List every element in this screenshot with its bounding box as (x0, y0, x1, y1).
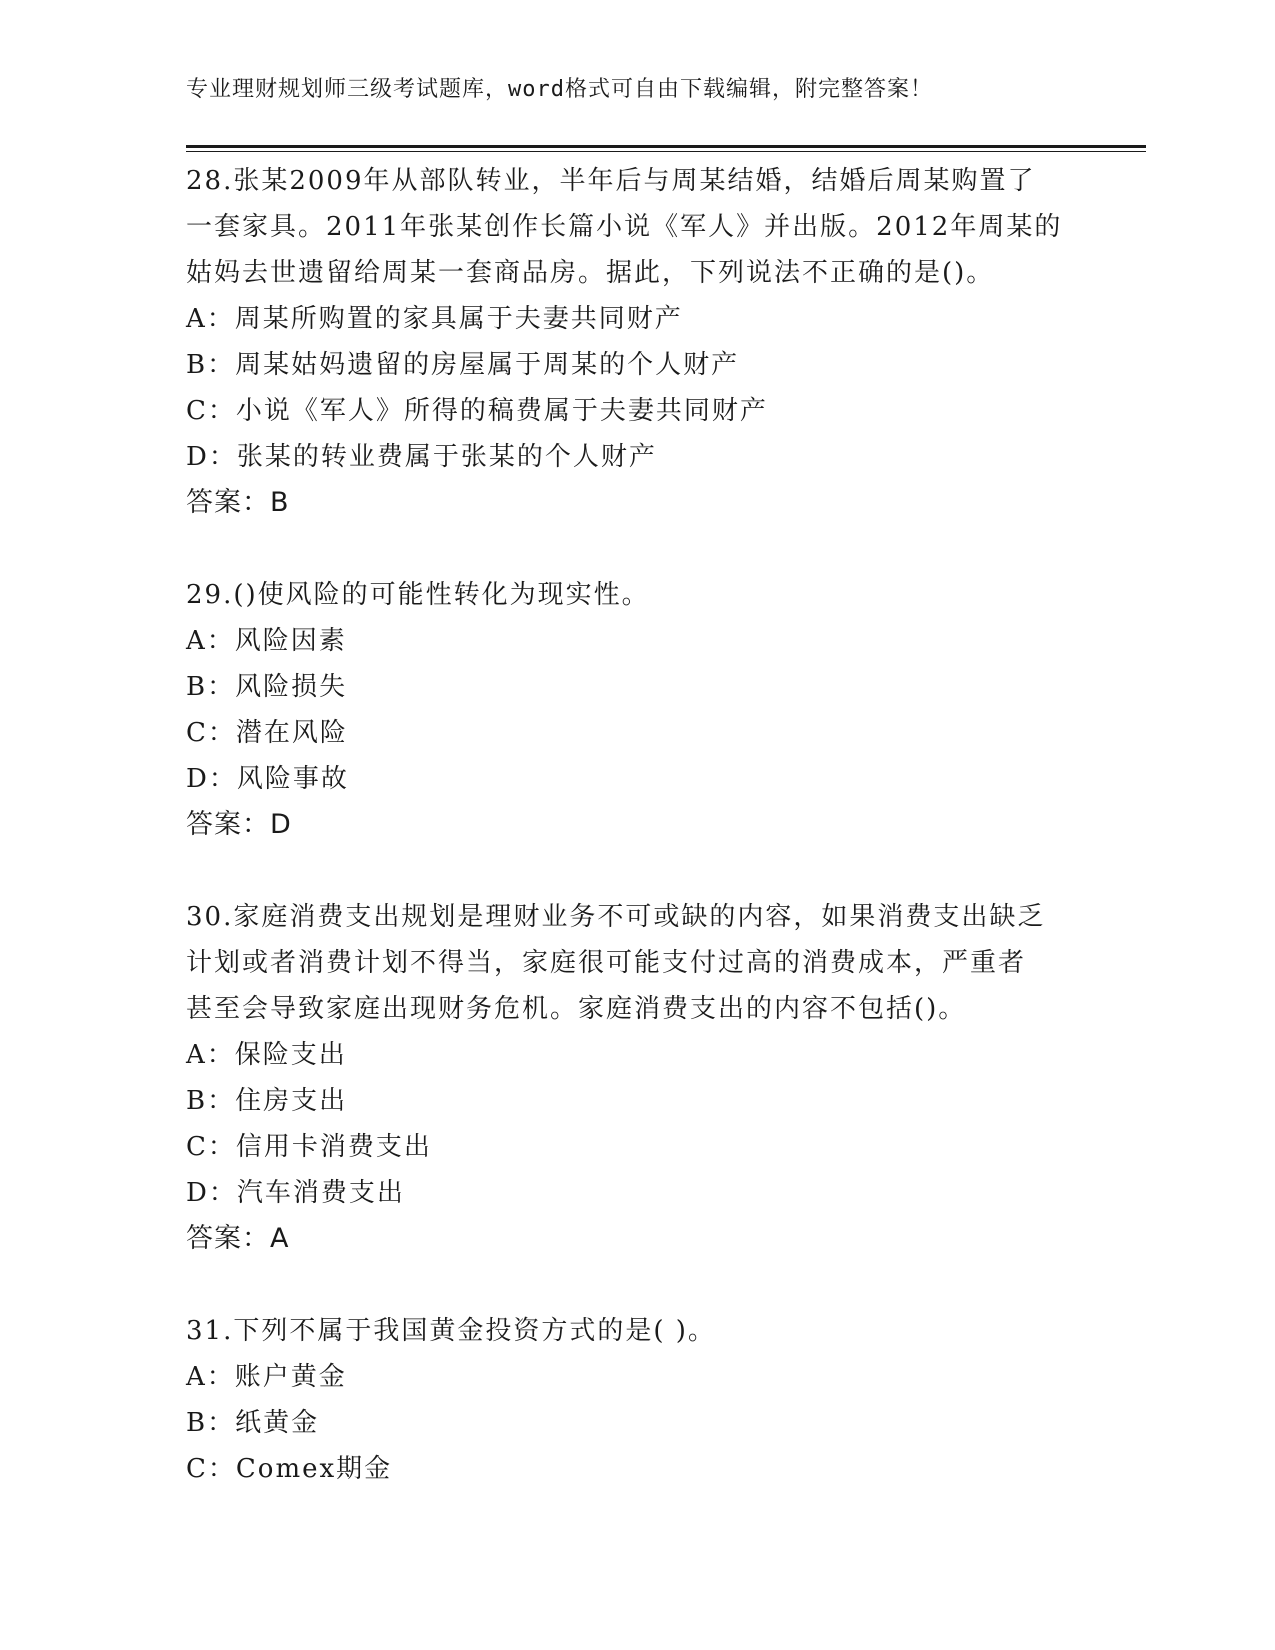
question-stem-line: 28.张某2009年从部队转业，半年后与周某结婚，结婚后周某购置了 (186, 166, 1036, 196)
option-a: A：保险支出 (186, 1040, 347, 1070)
option-a: A：风险因素 (186, 626, 347, 656)
option-b: B：风险损失 (186, 672, 348, 702)
spacer (186, 526, 1106, 572)
spacer (186, 848, 1106, 894)
option-c: C：小说《军人》所得的稿费属于夫妻共同财产 (186, 396, 768, 426)
question-stem-line: 29.()使风险的可能性转化为现实性。 (186, 580, 650, 610)
spacer (186, 1262, 1106, 1308)
answer-label: 答案：B (186, 487, 290, 518)
option-b: B：住房支出 (186, 1086, 348, 1116)
answer-label: 答案：D (186, 809, 292, 840)
question-29 (186, 572, 1106, 848)
question-list (186, 158, 1106, 1492)
page-header: 专业理财规划师三级考试题库，word格式可自由下载编辑，附完整答案！ (186, 77, 933, 102)
header-rule-thin (186, 151, 1146, 152)
option-d: D：汽车消费支出 (186, 1178, 405, 1208)
option-b: B：纸黄金 (186, 1408, 320, 1438)
question-28 (186, 158, 1106, 526)
question-30 (186, 894, 1106, 1262)
option-c: C：信用卡消费支出 (186, 1132, 432, 1162)
question-stem-line: 甚至会导致家庭出现财务危机。家庭消费支出的内容不包括()。 (186, 994, 967, 1024)
header-rule-thick (186, 145, 1146, 148)
answer-label: 答案：A (186, 1223, 290, 1254)
question-stem-line: 31.下列不属于我国黄金投资方式的是( )。 (186, 1316, 716, 1346)
question-stem-line: 30.家庭消费支出规划是理财业务不可或缺的内容，如果消费支出缺乏 (186, 902, 1046, 932)
question-stem-line: 计划或者消费计划不得当，家庭很可能支付过高的消费成本，严重者 (186, 948, 1027, 978)
option-b: B：周某姑妈遗留的房屋属于周某的个人财产 (186, 350, 740, 380)
question-stem-line: 一套家具。2011年张某创作长篇小说《军人》并出版。2012年周某的 (186, 212, 1063, 242)
option-d: D：风险事故 (186, 764, 349, 794)
option-d: D：张某的转业费属于张某的个人财产 (186, 442, 657, 472)
option-c: C：Comex期金 (186, 1454, 393, 1484)
question-31 (186, 1308, 1106, 1492)
option-c: C：潜在风险 (186, 718, 348, 748)
option-a: A：周某所购置的家具属于夫妻共同财产 (186, 304, 683, 334)
option-a: A：账户黄金 (186, 1362, 347, 1392)
question-stem-line: 姑妈去世遗留给周某一套商品房。据此，下列说法不正确的是()。 (186, 258, 995, 288)
